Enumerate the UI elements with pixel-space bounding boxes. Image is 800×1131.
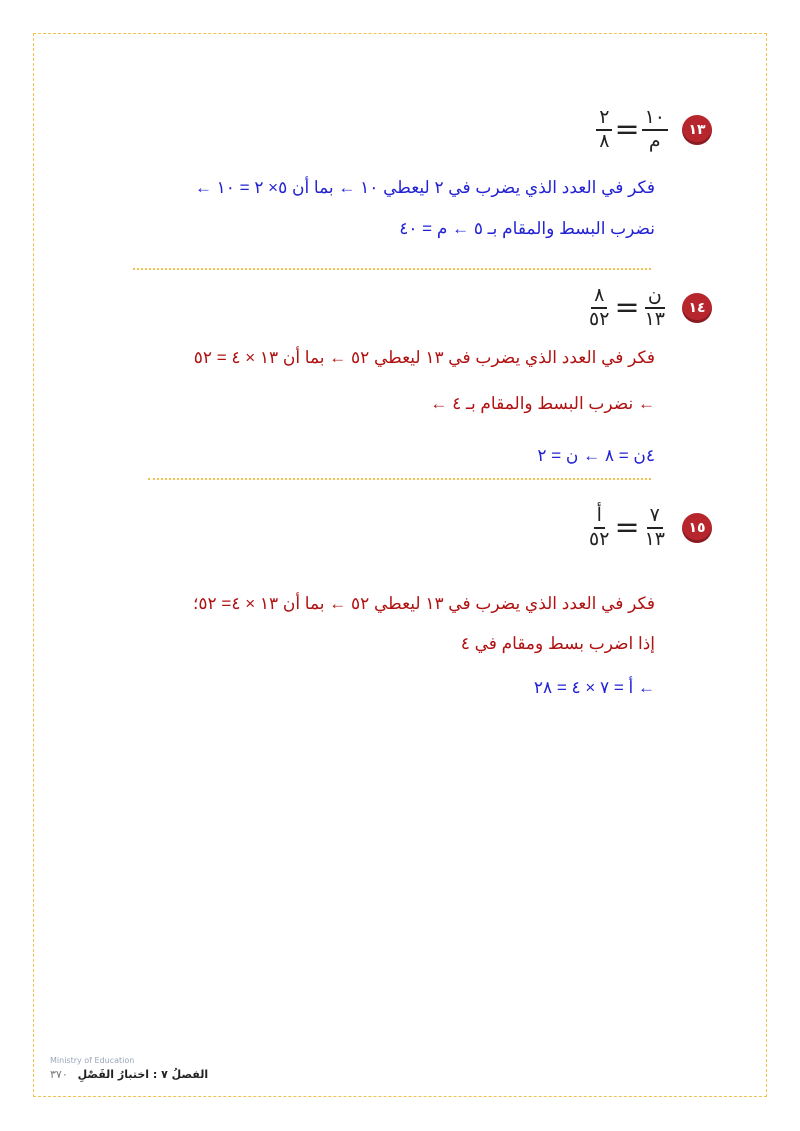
equation-14 xyxy=(586,285,668,331)
chapter-title: الفصلُ ٧ : اختبارُ الفَصْلِ xyxy=(77,1068,209,1081)
problem-number-badge: ١٣ xyxy=(682,115,712,145)
problem-number-badge: ١٥ xyxy=(682,513,712,543)
fraction-left: $\frac{٨}{٥٢}$ xyxy=(589,284,610,330)
problem-14-line-3: ٤ن = ٨ ← ن = ٢ xyxy=(537,446,655,465)
equation-15 xyxy=(586,505,668,551)
ministry-label: Ministry of Education xyxy=(50,1056,135,1065)
problem-13-header xyxy=(596,107,712,153)
problem-13-line-1: فكر في العدد الذي يضرب في ٢ ليعطي ١٠ ← بما أن ٥× ٢ = ١٠ ← xyxy=(194,178,655,197)
problem-14-header xyxy=(586,285,712,331)
fraction-right: $\frac{٧}{١٣}$ xyxy=(644,504,665,550)
page-number: ٣٧٠ xyxy=(50,1068,68,1081)
chapter-footer xyxy=(50,1068,208,1081)
fraction-left: $\frac{\text{أ}}{٥٢}$ xyxy=(589,504,610,550)
equals-sign: = xyxy=(614,510,640,546)
equals-sign: = xyxy=(614,112,640,148)
equation-13 xyxy=(596,107,668,153)
section-divider xyxy=(133,268,651,270)
problem-14-line-2: ← نضرب البسط والمقام بـ ٤ ← xyxy=(430,394,655,413)
problem-15-header xyxy=(586,505,712,551)
problem-15-line-3: ← أ = ٧ × ٤ = ٢٨ xyxy=(533,678,655,697)
problem-14-line-1: فكر في العدد الذي يضرب في ١٣ ليعطي ٥٢ ← بما أن ١٣ × ٤ = ٥٢ xyxy=(193,348,655,367)
fraction-right: $\frac{١٠}{\text{م}}$ xyxy=(642,107,668,153)
fraction-right: $\frac{\text{ن}}{١٣}$ xyxy=(644,284,665,330)
equals-sign: = xyxy=(614,290,640,326)
section-divider xyxy=(148,478,651,480)
problem-number-badge: ١٤ xyxy=(682,293,712,323)
fraction-left: $\frac{٢}{٨}$ xyxy=(596,107,612,153)
problem-13-line-2: نضرب البسط والمقام بـ ٥ ← م = ٤٠ xyxy=(399,219,655,238)
problem-15-line-2: إذا اضرب بسط ومقام في ٤ xyxy=(460,634,655,653)
problem-15-line-1: فكر في العدد الذي يضرب في ١٣ ليعطي ٥٢ ← بما أن ١٣ × ٤= ٥٢؛ xyxy=(193,594,655,613)
